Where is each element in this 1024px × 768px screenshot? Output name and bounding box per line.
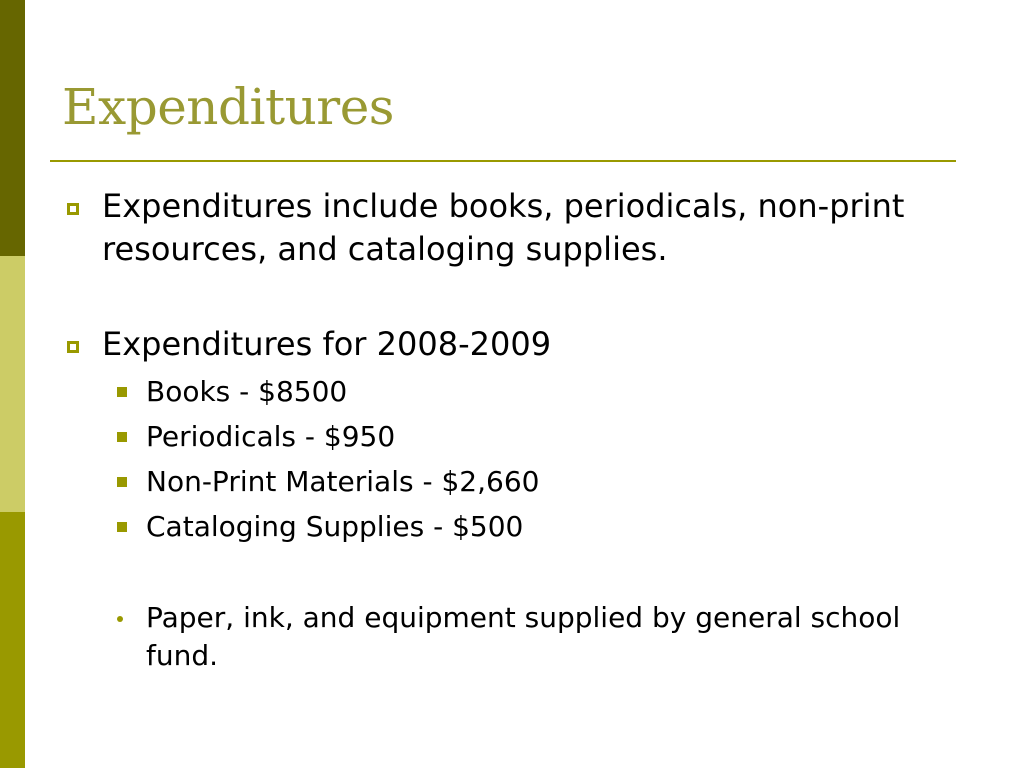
filled-square-bullet-icon — [117, 432, 127, 442]
filled-square-bullet-icon — [117, 477, 127, 487]
hollow-square-bullet-icon — [67, 341, 79, 353]
note-general-fund: Paper, ink, and equipment supplied by general school fund. — [146, 601, 901, 672]
dot-bullet-icon — [117, 616, 123, 622]
sub-item-cataloging: Cataloging Supplies - $500 — [146, 510, 524, 543]
filled-square-bullet-icon — [117, 387, 127, 397]
hollow-square-bullet-icon — [67, 203, 79, 215]
sub-item-books: Books - $8500 — [146, 375, 348, 408]
bullet-expenditures-include: Expenditures include books, periodicals, non-print resources, and cataloging supplies. — [102, 187, 905, 268]
sub-item-periodicals: Periodicals - $950 — [146, 420, 396, 453]
filled-square-bullet-icon — [117, 522, 127, 532]
sub-item-non-print: Non-Print Materials - $2,660 — [146, 465, 540, 498]
bullet-expenditures-for-year: Expenditures for 2008-2009 — [102, 325, 552, 363]
slide-title: Expenditures — [62, 78, 394, 136]
